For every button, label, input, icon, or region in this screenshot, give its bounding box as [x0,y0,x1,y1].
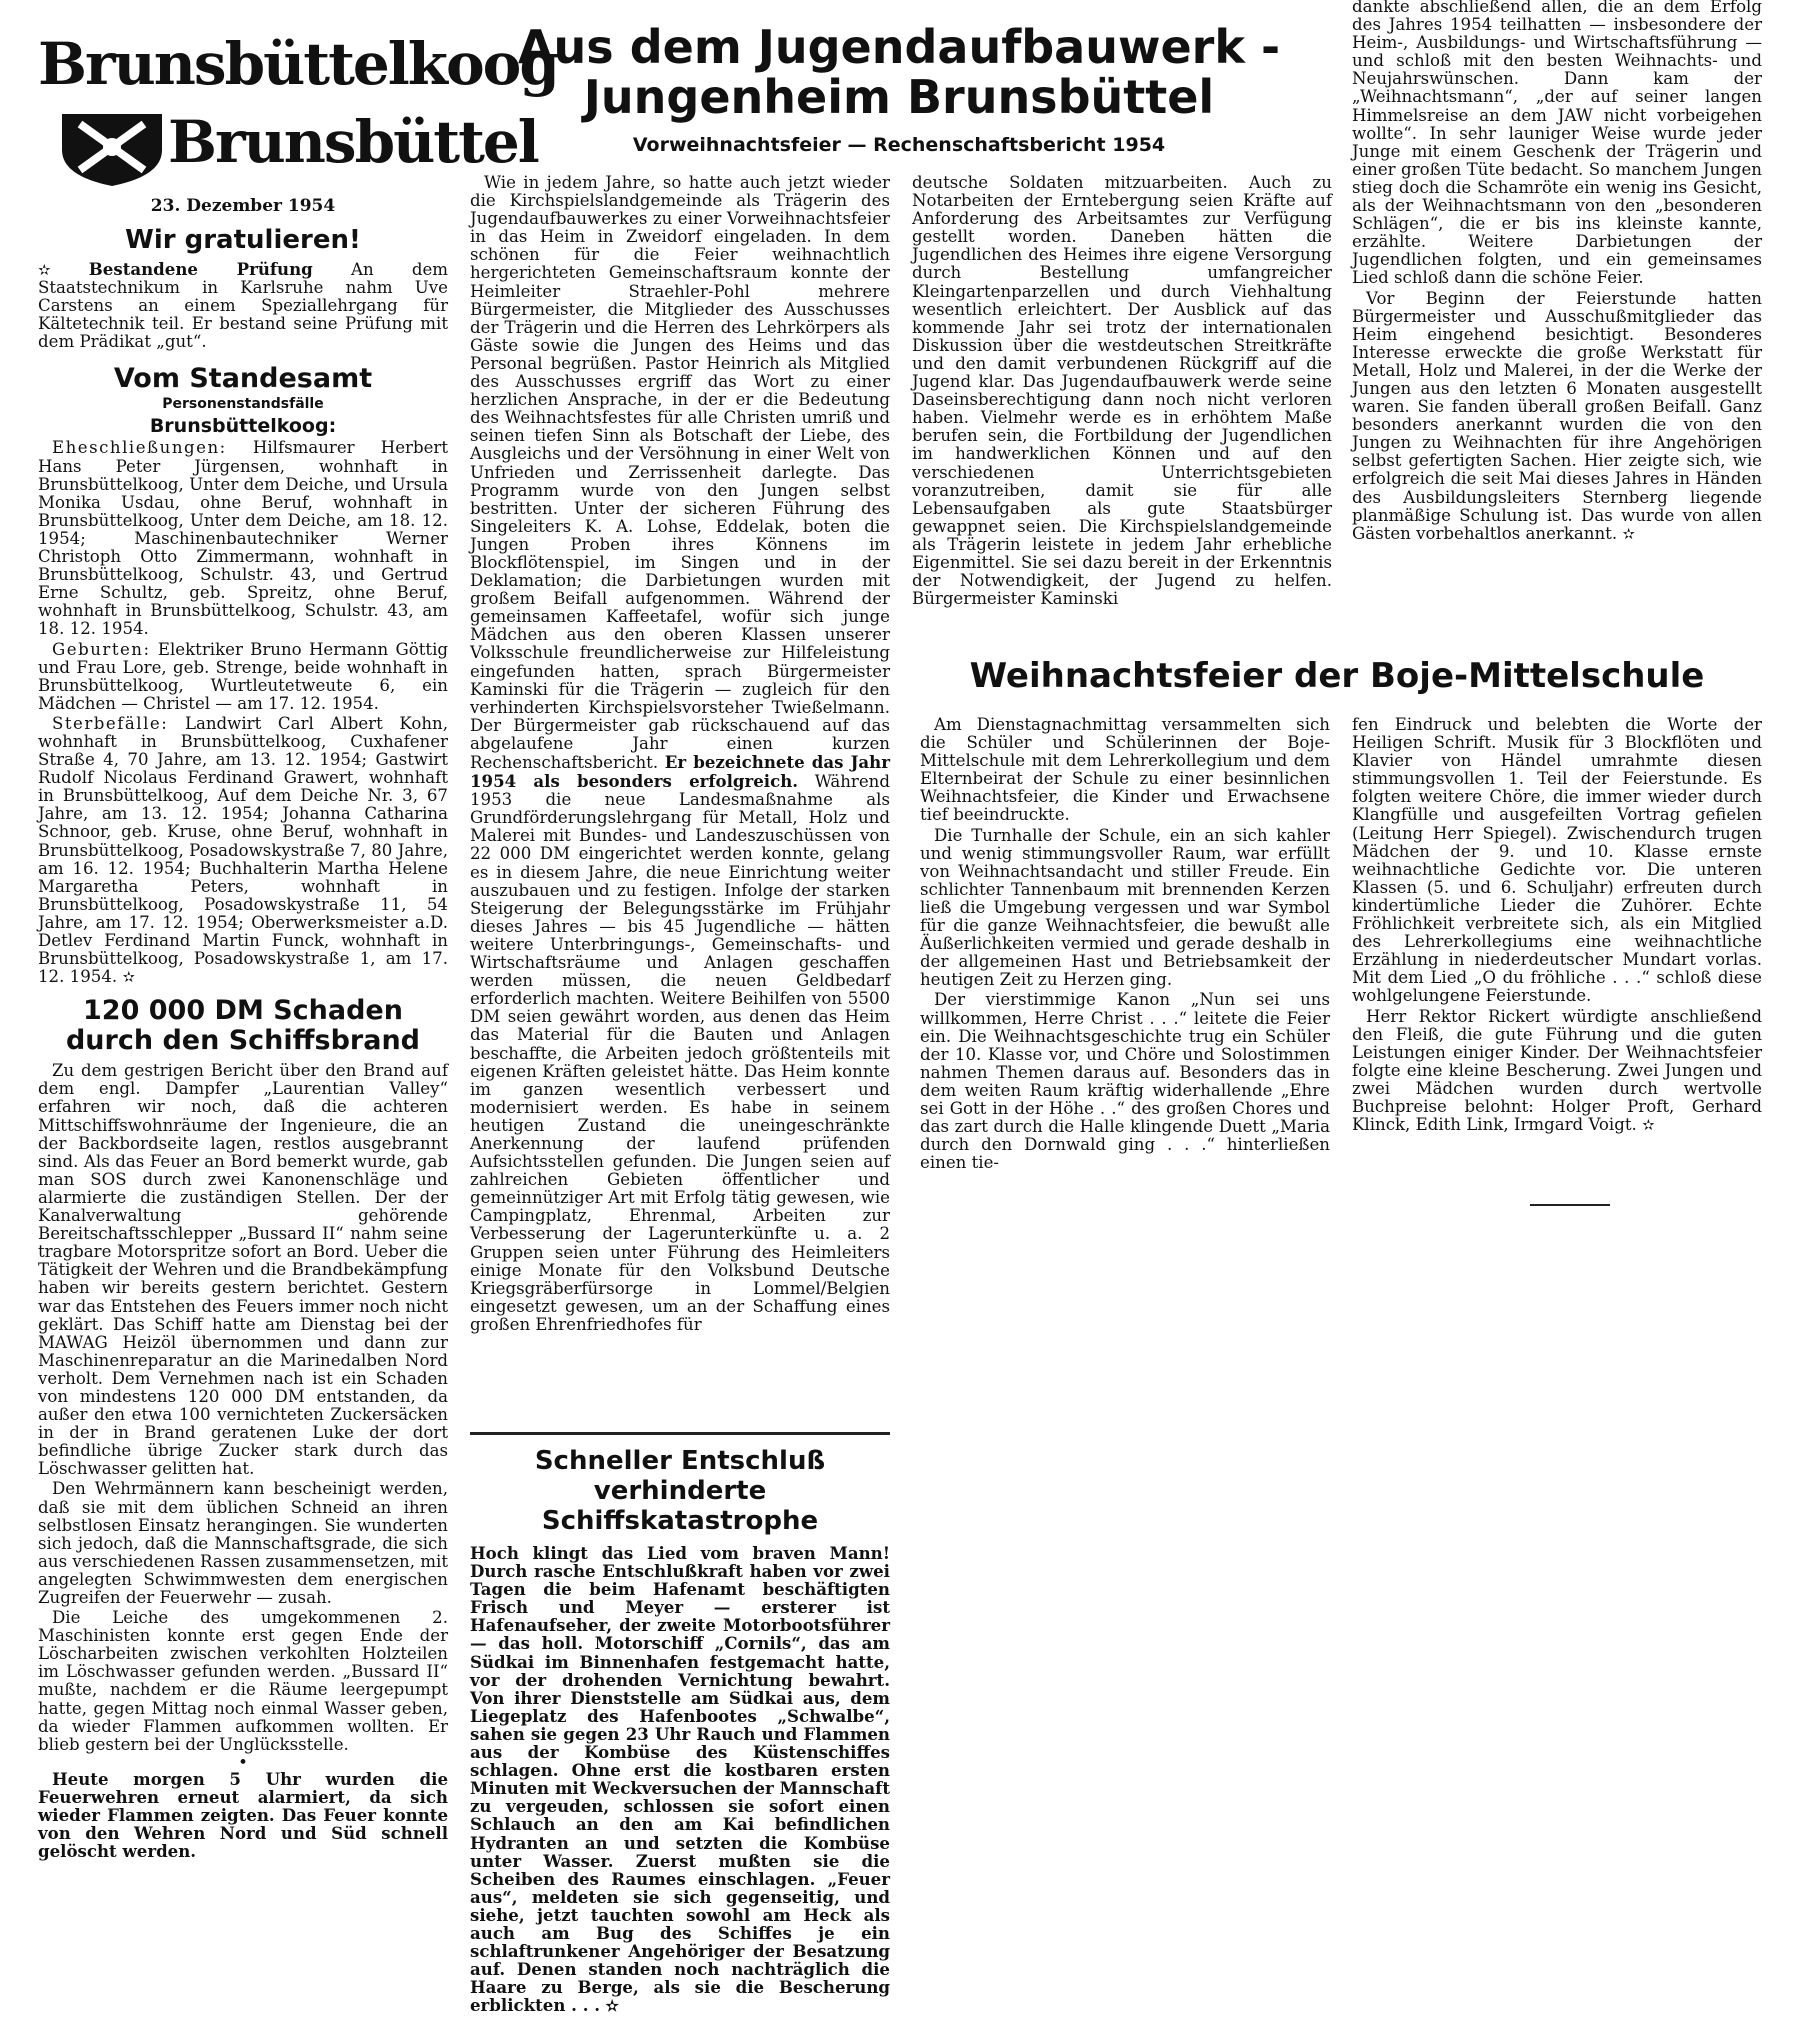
star-icon: ✫ [605,1997,619,2016]
geburten [38,641,448,713]
standesamt-place: Brunsbüttelkoog: [149,415,337,438]
mittelschule-title: Weihnachtsfeier der Boje-Mittelschule [969,656,1705,696]
left-column [38,222,448,1862]
separator-dot: • [238,1752,248,1772]
standesamt-title: Vom Standesamt [113,363,373,395]
jugend-col1c: Während 1953 die neue Landesmaßnahme als Grundförderungslehrgang für Metall, Holz und Malerei mit Bundes- und Landeszuschüssen von 22 000 DM eingerichtet werden konnte, gelang es in diesem Jahre, die neue Einrichtung weiter auszubauen und zu festigen. Infolge der starken Steigerung der Belegungsstärke im Frühjahr dieses Jahres — bis 45 Jugendliche — hätten weitere Unterbringungs-, Gemeinschafts- und Wirtschaftsräume und Anlagen geschaffen werden müssen, die neuen Geldbedarf erforderlich machten. Weitere Beihilfen von 5500 DM seien gewährt worden, aus denen das Heim das Material für die Bauten und Anlagen beschaffte, die Arbeiten jedoch größtenteils mit eigenen Kräften geleistet hätte. Das Heim konnte im ganzen wesentlich verbessert und modernisiert werden. Es habe in seinem heutigen Zustand die uneingeschränkte Anerkennung der laufend prüfenden Aufsichtsstellen gefunden. Die Jungen seien auf zahlreichen Gebieten öffentlicher und gemeinnütziger Art mit Erfolg tätig gewesen, wie Campingplatz, Ehrenmal, Arbeiten zur Verbesserung der Lagerunterkünfte u. a. 2 Gruppen seien unter Führung des Heimleiters einige Monate für den Volksbund Deutsche Kriegsgräberfürsorge in Lommel/Belgien eingesetzt gewesen, um an der Schaffung eines großen Ehrenfriedhofes für [470,772,890,1334]
schiffskatastrophe-body: Hoch klingt das Lied vom braven Mann! Durch rasche Entschlußkraft haben vor zwei Tagen die beim Hafenamt beschäftigten Frisch und Meyer — ersterer ist Hafenaufseher, der zweite Motorbootsführer — das holl. Motorschiff „Cornils“, das am Südkai im Binnenhafen festgemacht hatte, vor der drohenden Vernichtung bewahrt. Von ihrer Dienststelle am Südkai aus, dem Liegeplatz des Hafenbootes „Schwalbe“, sahen sie gegen 23 Uhr Rauch und Flammen aus der Kombüse des Küstenschiffes schlagen. Ohne erst die kostbaren ersten Minuten mit Weckversuchen der Mannschaft zu vergeuden, schlossen sie sofort einen Schlauch an den am Kai befindlichen Hydranten an und setzten die Kombüse unter Wasser. Zuerst mußten sie die Scheiben des Raumes einschlagen. „Feuer aus“, meldeten sie sich gegenseitig, und siehe, jetzt tauchten sowohl am Heck als auch am Bug des Schiffes je ein schlaftrunkener Angehöriger der Besatzung auf. Denen standen noch nachträglich die Haare zu Berge, als sie die Bescherung erblickten . . . [470,1543,890,2016]
schiffsbrand-p2: Den Wehrmännern kann bescheinigt werden, daß sie mit dem üblichen Schneid an ihren selbstlosen Einsatz herangingen. Sie wunderten sich jedoch, daß die Mannschaftsgrade, die sich aus verschiedenen Rassen zusammensetzen, mit angelegten Schwimmwesten dem energischen Zugreifen der Feuerwehr — zusah. [38,1479,448,1607]
eheschliessungen-label: Eheschließungen: [52,438,227,458]
schiffsbrand-p1: Zu dem gestrigen Bericht über den Brand auf dem engl. Dampfer „Laurentian Valley“ erfahren wir noch, daß die achteren Mittschiffswohnräume der Ingenieure, die an der Backbordseite lagen, restlos ausgebrannt sind. Als das Feuer an Bord bemerkt wurde, gab man SOS durch zwei Kanonenschläge und alarmierte die zuständigen Stellen. Der der Kanalverwaltung gehörende Bereitschaftsschlepper „Bussard II“ nahm seine tragbare Motorspritze sofort an Bord. Ueber die Tätigkeit der Wehren und die Brandbekämpfung haben wir bereits gestern berichtet. Gestern war das Entstehen des Feuers immer noch nicht geklärt. Das Schiff hatte am Dienstag bei der MAWAG Heizöl übernommen und dann zur Maschinenreparatur an die Marinedalben Nord verholt. Dem Vernehmen nach ist ein Schaden von mindestens 120 000 DM entstanden, da außer den etwa 100 vernichteten Zuckersäcken in der in Brand geratenen Luke der dort befindliche übrige Zucker stark durch das Löschwasser gelitten hat. [38,1061,448,1479]
mittelschule-c2p2 [1352,1008,1762,1135]
eheschliessungen [38,439,448,638]
schiffsbrand-p4: Heute morgen 5 Uhr wurden die Feuerwehren erneut alarmiert, da sich wieder Flammen zeigten. Das Feuer konnte von den Wehren Nord und Süd schnell gelöscht werden. [38,1768,448,1862]
schiffsbrand-title: 120 000 DM Schaden durch den Schiffsbrand [65,995,421,1057]
jugend-column-2 [912,174,1332,610]
jugend-column-3 [1352,0,1762,545]
geburten-label: Geburten: [52,639,151,659]
eheschliessungen-text: Hilfsmaurer Herbert Hans Peter Jürgensen, wohnhaft in Brunsbüttelkoog, Unter dem Deiche, und Ursula Monika Usdau, ohne Beruf, wohnhaft in Brunsbüttelkoog, Unter dem Deiche, am 18. 12. 1954; Maschinenbautechniker Werner Christoph Otto Zimmermann, wohnhaft in Brunsbüttelkoog, Schulstr. 43, und Gertrud Erne Schultz, geb. Spreitz, ohne Beruf, wohnhaft in Brunsbüttelkoog, Schulstr. 43, am 18. 12. 1954. [38,438,448,639]
jugend-title: Aus dem Jugendaufbauwerk - Jungenheim Brunsbüttel [517,20,1281,124]
masthead-line2: Brunsbüttel [168,108,538,176]
mittelschule-c1p3: Der vierstimmige Kanon „Nun sei uns willkommen, Herre Christ . . .“ leitete die Feier ein. Die Weihnachtsgeschichte trug ein Schüler der 10. Klasse vor, und Chöre und Solostimmen nahmen Themen daraus auf. Besonders das in dem weiten Raum kräftig widerhallende „Ehre sei Gott in der Höhe . .“ des großen Chores und das zart durch die Halle klingende Duett „Maria durch den Dornwald ging . . .“ hinterließen einen tie- [920,990,1330,1173]
standesamt-subtitle: Personenstandsfälle [162,396,324,413]
sterbefaelle-label: Sterbefälle: [52,713,169,733]
geburten-text: Elektriker Bruno Hermann Göttig und Frau Lore, geb. Strenge, beide wohnhaft in Brunsbüttelkoog, Wurtleutetweute 6, ein Mädchen — Christel — am 17. 12. 1954. [38,639,448,713]
masthead-line1: Brunsbüttelkoog [38,30,558,98]
star-icon: ✫ [38,261,51,279]
gratulieren-title: Wir gratulieren! [125,225,361,255]
jugend-col3b [1352,290,1762,543]
gratulieren-lead: Bestandene Prüfung [88,259,313,279]
sterbefaelle [38,715,448,986]
star-icon: ✫ [122,968,136,987]
schiffskatastrophe-title: Schneller Entschluß verhinderte Schiffskatastrophe [534,1446,826,1536]
jugend-col1 [470,174,890,1334]
jugend-col3a: dankte abschließend allen, die an dem Erfolg des Jahres 1954 teilhatten — insbesondere der Heim-, Ausbildungs- und Wirtschaftsführung — und schloß mit den besten Weihnachts- und Neujahrswünschen. Dann kam der „Weihnachtsmann“, „der auf seiner langen Himmelsreise an dem JAW nicht vorbeigehen wollte“. In sehr launiger Weise wurde jeder Junge mit einem Geschenk der Trägerin und einer großen Tüte bedacht. So manchem Jungen stieg doch die Schamröte ein wenig ins Gesicht, als der Weihnachtsmann von den „besonderen Schlägen“, die er bis ins kleinste kannte, erzählte. Weitere Darbietungen der Jugendlichen folgten, und ein gemeinsames Lied schloß dann die schöne Feier. [1352,0,1762,288]
schiffskatastrophe-text [470,1544,890,2015]
jugend-subtitle: Vorweihnachtsfeier — Rechenschaftsbericht 1954 [632,134,1166,156]
mittelschule-c1p1: Am Dienstagnachmittag versammelten sich die Schüler und Schülerinnen der Boje-Mittelschule mit dem Lehrerkollegium und dem Elternbeirat der Schule zu einer besinnlichen Weihnachtsfeier, die Kinder und Erwachsene tief beeindruckte. [920,715,1330,825]
sterbefaelle-text: Landwirt Carl Albert Kohn, wohnhaft in Brunsbüttelkoog, Cuxhafener Straße 4, 70 Jahre, am 13. 12. 1954; Gastwirt Rudolf Nicolaus Ferdinand Grawert, wohnhaft in Brunsbüttelkoog, Auf dem Deiche Nr. 3, 67 Jahre, am 13. 12. 1954; Johanna Catharina Schnoor, geb. Kruse, ohne Beruf, wohnhaft in Brunsbüttelkoog, Posadowskystraße 7, 80 Jahre, am 16. 12. 1954; Buchhalterin Martha Helene Margaretha Peters, wohnhaft in Brunsbüttelkoog, Posadowskystraße 11, 54 Jahre, am 17. 12. 1954; Oberwerksmeister a.D. Detlev Ferdinand Martin Funck, wohnhaft in Brunsbüttelkoog, Posadowskystraße 1, am 17. 12. 1954. [38,713,448,987]
mittelschule-c2p2-text: Herr Rektor Rickert würdigte anschließend den Fleiß, die gute Führung und die guten Leistungen einiger Kinder. Der Weihnachtsfeier folgte eine kleine Bescherung. Zwei Jungen und zwei Mädchen wurden durch wertvolle Buchpreise belohnt: Holger Proft, Gerhard Klinck, Edith Link, Irmgard Voigt. [1352,1006,1762,1135]
masthead [38,30,558,189]
schiffskatastrophe-article [470,1446,890,2017]
mittelschule-column-1 [920,716,1330,1174]
mittelschule-column-2 [1352,716,1762,1136]
jugend-column-1 [470,174,890,1336]
mittelschule-c2p1: fen Eindruck und belebten die Worte der Heiligen Schrift. Musik für 3 Blockflöten und Klavier von Händel umrahmte diesen stimmungsvollen 1. Teil der Feierstunde. Es folgten weitere Chöre, die immer wieder durch Klangfülle und ausgefeilten Vortrag gefielen (Leitung Herr Spiegel). Zwischendurch trugen Mädchen der 9. und 10. Klasse ernste weihnachtliche Gedichte vor. Die unteren Klassen (5. und 6. Schuljahr) erfreuten durch kindertümliche Lieder die Zuhörer. Echte Fröhlichkeit verbreitete sich, als ein Mitglied des Lehrerkollegiums eine weihnachtliche Erzählung in niederdeutscher Mundart vorlas. Mit dem Lied „O du fröhliche . . .“ schloß diese wohlgelungene Feierstunde. [1352,715,1762,1006]
issue-date: 23. Dezember 1954 [150,196,336,216]
mittelschule-c1p2: Die Turnhalle der Schule, ein an sich kahler und wenig stimmungsvoller Raum, war erfüllt von Weihnachtsandacht und stiller Freude. Ein schlichter Tannenbaum mit brennenden Kerzen ließ die Umgebung vergessen und war Symbol für die ganze Weihnachtsfeier, die bewußt alle Äußerlichkeiten vermied und gerade deshalb in der allgemeinen Hast und Betriebsamkeit der heutigen Zeit zu Herzen ging. [920,825,1330,990]
gratulieren-text [38,260,448,351]
star-icon: ✫ [1622,524,1635,543]
jugend-col2: deutsche Soldaten mitzuarbeiten. Auch zu Notarbeiten der Erntebergung seien Kräfte auf Anforderung des Arbeitsamtes zur Verfügung gestellt worden. Daneben hätten die Jugendlichen des Heimes ihre eigene Versorgung durch Bestellung umfangreicher Kleingartenparzellen und durch Viehhaltung wesentlich erleichtert. Der Ausblick auf das kommende Jahr sei trotz der internationalen Diskussion über die westdeutschen Streitkräfte und den damit verbundenen Rückgriff auf die Jugend klar. Das Jugendaufbauwerk werde seine Daseinsberechtigung dann noch nicht verloren haben. Vielmehr werde es in erhöhtem Maße berufen sein, die Fortbildung der Jugendlichen im handwerklichen Können und auf den verschiedenen Unterrichtsgebieten voranzutreiben, damit sie für alle Lebensaufgaben als gute Staatsbürger gewappnet seien. Die Kirchspielslandgemeinde als Trägerin leistete in jedem Jahr erhebliche Eigenmittel. Sie sei dazu bereit in der Erkenntnis der Notwendigkeit, der Jugend zu helfen. Bürgermeister Kaminski [912,173,1332,609]
gratulieren-body: An dem Staatstechnikum in Karlsruhe nahm Uve Carstens an einem Speziallehrgang für Kältetechnik teil. Er bestand seine Prüfung mit dem Prädikat „gut“. [38,260,448,352]
coat-of-arms-icon [58,110,166,188]
end-rule [1530,1204,1610,1206]
separator-rule [470,1432,890,1435]
schiffsbrand-p3: Die Leiche des umgekommenen 2. Maschinisten konnte erst gegen Ende der Löscharbeiten zwischen verkohlten Holzteilen im Löschwasser gefunden werden. „Bussard II“ mußte, nachdem er die Räume leergepumpt hatte, gegen Mittag noch einmal Wasser geben, da wieder Flammen aufkommen wollten. Er blieb gestern bei der Unglücksstelle. [38,1608,448,1754]
star-icon: ✫ [1642,1116,1655,1135]
jugend-col1a: Wie in jedem Jahre, so hatte auch jetzt wieder die Kirchspielslandgemeinde als Trägerin des Jugendaufbauwerkes zu einer Vorweihnachtsfeier in das Heim in Zweidorf eingeladen. In dem schönen für die Feier weihnachtlich hergerichteten Gemeinschaftsraum konnte der Heimleiter Straehler-Pohl mehrere Bürgermeister, die Mitglieder des Ausschusses der Trägerin und die Herren des Lehrkörpers als Gäste sowie die Jungen des Heims und das Personal begrüßen. Pastor Heinrich als Mitglied des Ausschusses ergriff das Wort zu einer herzlichen Ansprache, in der er die Bedeutung des Weihnachtsfestes für alle Christen umriß und seinen tiefen Sinn als Botschaft der Liebe, des Ausgleichs und der Versöhnung in einer Welt von Unfrieden und Zerrissenheit darlegte. Das Programm wurde von den Jungen selbst bestritten. Unter der sicheren Führung des Singeleiters K. A. Lohse, Eddelak, boten die Jungen Proben ihres Könnens im Blockflötenspiel, im Singen und in der Deklamation; die Darbietungen wurden mit großem Beifall aufgenommen. Während der gemeinsamen Kaffeetafel, wofür sich junge Mädchen aus den oberen Klassen unserer Volksschule freundlicherweise zur Hilfeleistung eingefunden hatten, sprach Bürgermeister Kaminski für die Trägerin — zugleich für den verhinderten Kirchspielsvorsteher Twießelmann. Der Bürgermeister gab rückschauend auf das abgelaufene Jahr einen kurzen Rechenschaftsbericht. [470,173,890,772]
jugend-col1b: Er bezeichnete das Jahr 1954 als besonders erfolgreich. [470,752,890,792]
jugend-col3b-text: Vor Beginn der Feierstunde hatten Bürgermeister und Ausschußmitglieder das Heim eingehend besichtigt. Besonderes Interesse erweckte die große Werkstatt für Metall, Holz und Malerei, in der die Werke der Jungen aus den letzten 6 Monaten ausgestellt waren. Sie fanden überall großen Beifall. Ganz besonders anerkannt wurden die von den Jungen zu Weihnachten für ihre Angehörigen selbst gefertigten Sachen. Hier zeigte sich, wie erfolgreich die seit Mai dieses Jahres in Händen des Ausbildungsleiters Sternberg liegende planmäßige Schulung ist. Das wurde von allen Gästen vorbehaltlos anerkannt. [1352,288,1762,543]
